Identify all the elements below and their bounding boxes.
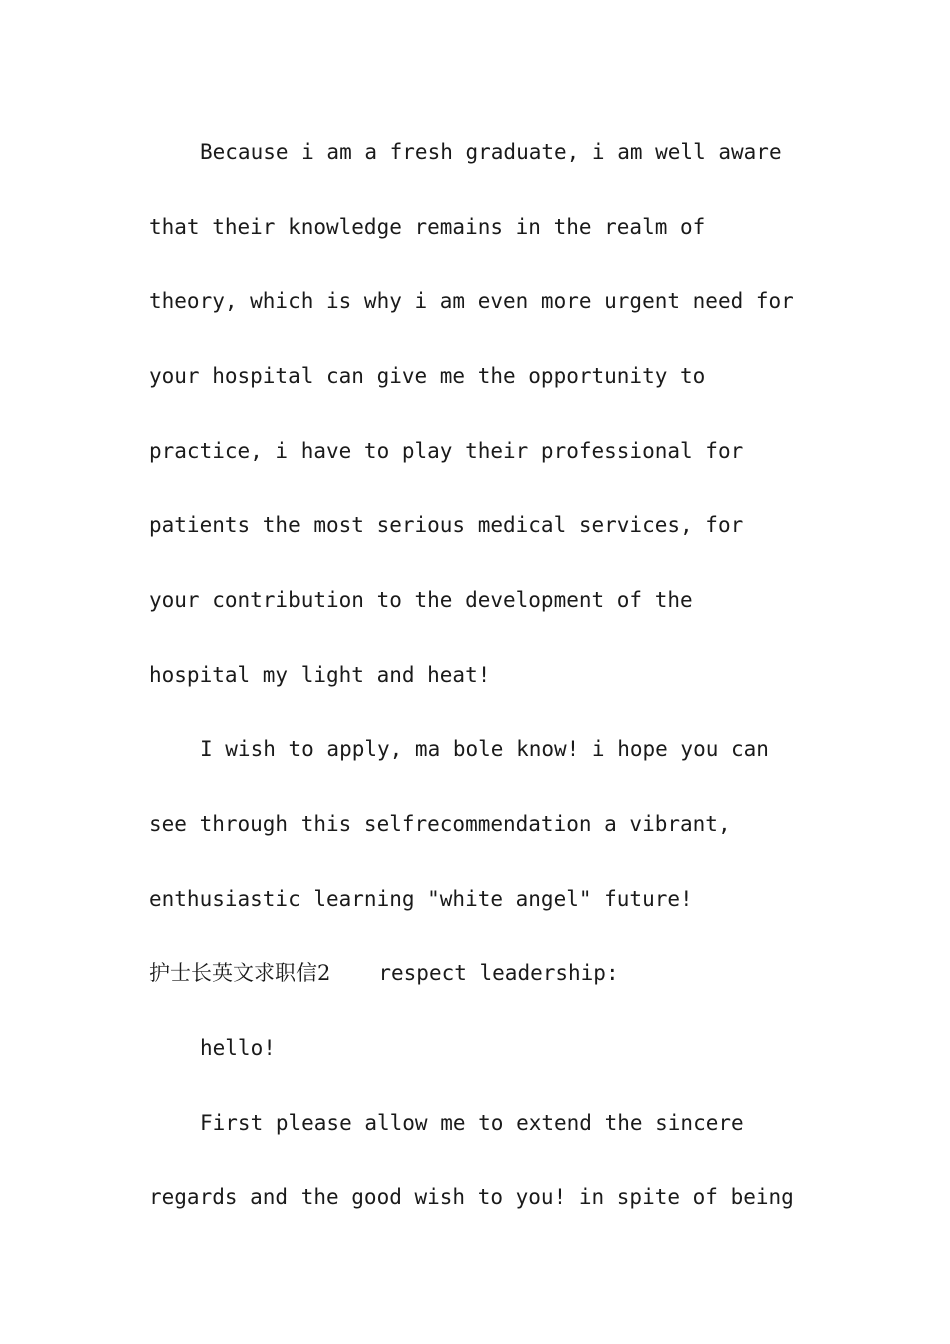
paragraph-line: enthusiastic learning "white angel" future! — [149, 887, 693, 911]
paragraph-line: see through this selfrecommendation a vibrant, — [149, 812, 731, 836]
paragraph-line: your contribution to the development of the — [149, 588, 693, 612]
paragraph-line: First please allow me to extend the sincere — [200, 1111, 744, 1135]
section-heading: 护士长英文求职信 — [149, 961, 317, 985]
paragraph-line: your hospital can give me the opportunity to — [149, 364, 706, 388]
section-heading-line — [149, 953, 829, 993]
paragraph-line: hospital my light and heat! — [149, 663, 491, 687]
section-number: 2 — [317, 961, 331, 985]
salutation: respect leadership: — [378, 961, 619, 985]
paragraph-line: that their knowledge remains in the realm of — [149, 215, 706, 239]
paragraph-line: regards and the good wish to you! in spite of being — [149, 1185, 794, 1209]
paragraph-line: theory, which is why i am even more urgent need for — [149, 289, 794, 313]
paragraph-line: practice, i have to play their professional for — [149, 439, 744, 463]
greeting: hello! — [200, 1036, 276, 1060]
paragraph-line: patients the most serious medical services, for — [149, 513, 744, 537]
paragraph-line: I wish to apply, ma bole know! i hope you can — [200, 737, 769, 761]
paragraph-line: Because i am a fresh graduate, i am well aware — [200, 140, 782, 164]
